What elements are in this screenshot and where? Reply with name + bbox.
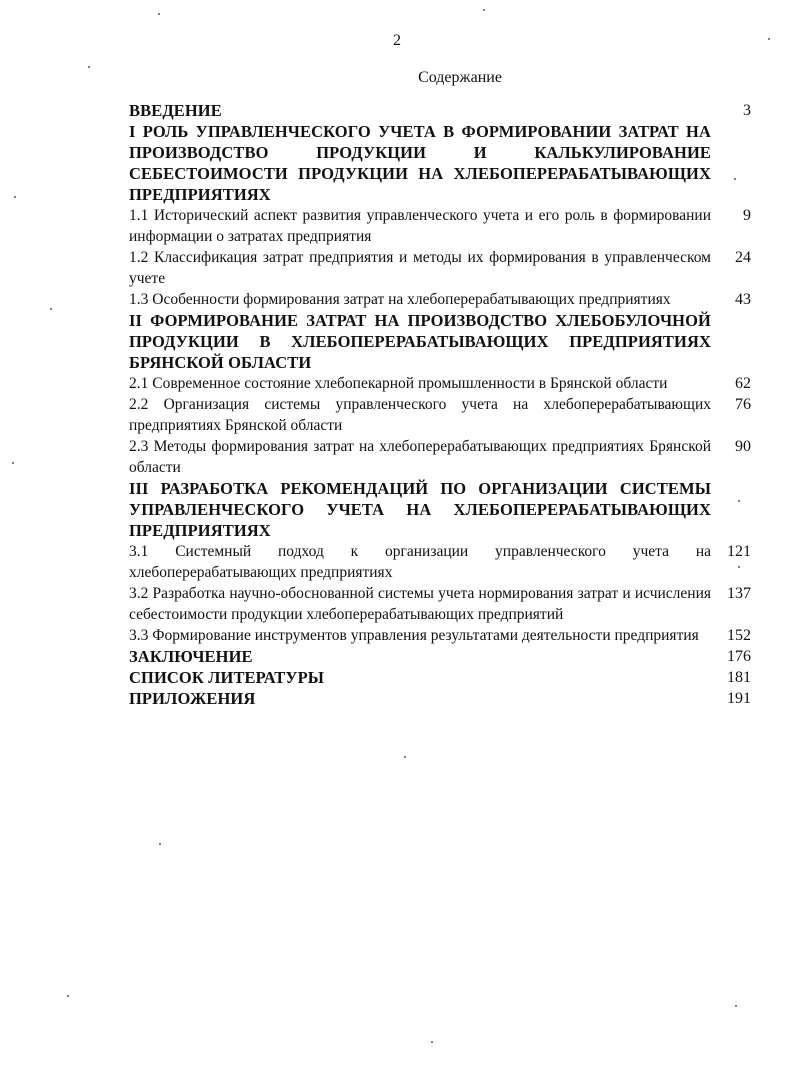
scan-speck [738, 500, 740, 502]
toc-entry-intro [129, 100, 751, 121]
toc-entry-section-2-1 [129, 373, 751, 394]
scan-speck [404, 756, 406, 758]
scan-speck [738, 566, 740, 568]
toc-entry-conclusion [129, 646, 751, 667]
toc-entry-text: ЗАКЛЮЧЕНИЕ [129, 647, 253, 666]
toc-entry-page: 121 [727, 543, 751, 560]
toc-entry-text: II ФОРМИРОВАНИЕ ЗАТРАТ НА ПРОИЗВОДСТВО ХЛЕБОБУЛОЧНОЙ ПРОДУКЦИИ В ХЛЕБОПЕРЕРАБАТЫВАЮЩИХ ПРЕДПРИЯТИЯХ БРЯНСКОЙ ОБЛАСТИ [129, 311, 711, 372]
toc-entry-text: 2.1 Современное состояние хлебопекарной промышленности в Брянской области [129, 375, 668, 392]
toc-entry-text: 2.2 Организация системы управленческого учета на хлебоперерабатывающих предприятиях Брянской области [129, 396, 711, 434]
scan-speck [735, 1005, 737, 1007]
toc-entry-text: I РОЛЬ УПРАВЛЕНЧЕСКОГО УЧЕТА В ФОРМИРОВАНИИ ЗАТРАТ НА ПРОИЗВОДСТВО ПРОДУКЦИИ И КАЛЬКУЛИРОВАНИЕ СЕБЕСТОИМОСТИ ПРОДУКЦИИ НА ХЛЕБОПЕРЕРАБАТЫВАЮЩИХ ПРЕДПРИЯТИЯХ [129, 122, 711, 204]
toc-entry-text: 3.3 Формирование инструментов управления результатами деятельности предприятия [129, 627, 699, 644]
toc-entry-chapter-2 [129, 310, 751, 373]
toc-entry-page: 76 [735, 396, 751, 413]
toc-entry-section-2-3 [129, 436, 751, 478]
toc-entry-text: 2.3 Методы формирования затрат на хлебоперерабатывающих предприятиях Брянской области [129, 438, 711, 476]
scan-speck [14, 196, 16, 198]
toc-entry-text: 3.2 Разработка научно-обоснованной системы учета нормирования затрат и исчисления себестоимости продукции хлебоперерабатывающих предприятий [129, 585, 711, 623]
table-of-contents [129, 100, 751, 709]
toc-entry-page: 90 [735, 438, 751, 455]
scan-speck [88, 66, 90, 68]
toc-entry-section-1-1 [129, 205, 751, 247]
toc-entry-page: 152 [727, 627, 751, 644]
toc-entry-section-3-2 [129, 583, 751, 625]
toc-entry-page: 137 [727, 585, 751, 602]
toc-entry-appendices [129, 688, 751, 709]
toc-entry-page: 62 [735, 375, 751, 392]
scan-speck [159, 843, 161, 845]
toc-entry-page: 181 [727, 669, 751, 686]
toc-entry-text: 1.3 Особенности формирования затрат на хлебоперерабатывающих предприятиях [129, 291, 671, 308]
toc-entry-page: 176 [727, 648, 751, 665]
toc-entry-page: 24 [735, 249, 751, 266]
toc-entry-text: СПИСОК ЛИТЕРАТУРЫ [129, 668, 325, 687]
toc-entry-text: 1.2 Классификация затрат предприятия и методы их формирования в управленческом учете [129, 249, 711, 287]
scan-speck [734, 178, 736, 180]
toc-entry-section-2-2 [129, 394, 751, 436]
scan-speck [158, 13, 160, 15]
toc-title: Содержание [418, 69, 502, 86]
toc-entry-section-3-1 [129, 541, 751, 583]
scan-speck [50, 308, 52, 310]
toc-entry-page: 9 [743, 207, 751, 224]
scan-speck [12, 462, 14, 464]
toc-entry-text: III РАЗРАБОТКА РЕКОМЕНДАЦИЙ ПО ОРГАНИЗАЦИИ СИСТЕМЫ УПРАВЛЕНЧЕСКОГО УЧЕТА НА ХЛЕБОПЕРЕРАБАТЫВАЮЩИХ ПРЕДПРИЯТИЯХ [129, 479, 711, 540]
toc-entry-section-1-3 [129, 289, 751, 310]
toc-entry-page: 191 [727, 690, 751, 707]
toc-entry-text: 1.1 Исторический аспект развития управленческого учета и его роль в формировании информации о затратах предприятия [129, 207, 711, 245]
toc-entry-text: ПРИЛОЖЕНИЯ [129, 689, 256, 708]
scan-speck [431, 1041, 433, 1043]
scan-speck [483, 9, 485, 11]
scan-speck [768, 38, 770, 40]
toc-entry-section-3-3 [129, 625, 751, 646]
toc-entry-references [129, 667, 751, 688]
toc-entry-page: 43 [735, 291, 751, 308]
toc-entry-chapter-1 [129, 121, 751, 205]
scan-speck [67, 995, 69, 997]
toc-entry-section-1-2 [129, 247, 751, 289]
toc-entry-text: 3.1 Системный подход к организации управленческого учета на хлебоперерабатывающих предприятиях [129, 543, 711, 581]
toc-entry-page: 3 [743, 102, 751, 119]
toc-entry-chapter-3 [129, 478, 751, 541]
toc-entry-text: ВВЕДЕНИЕ [129, 101, 222, 120]
page-number: 2 [393, 32, 401, 49]
